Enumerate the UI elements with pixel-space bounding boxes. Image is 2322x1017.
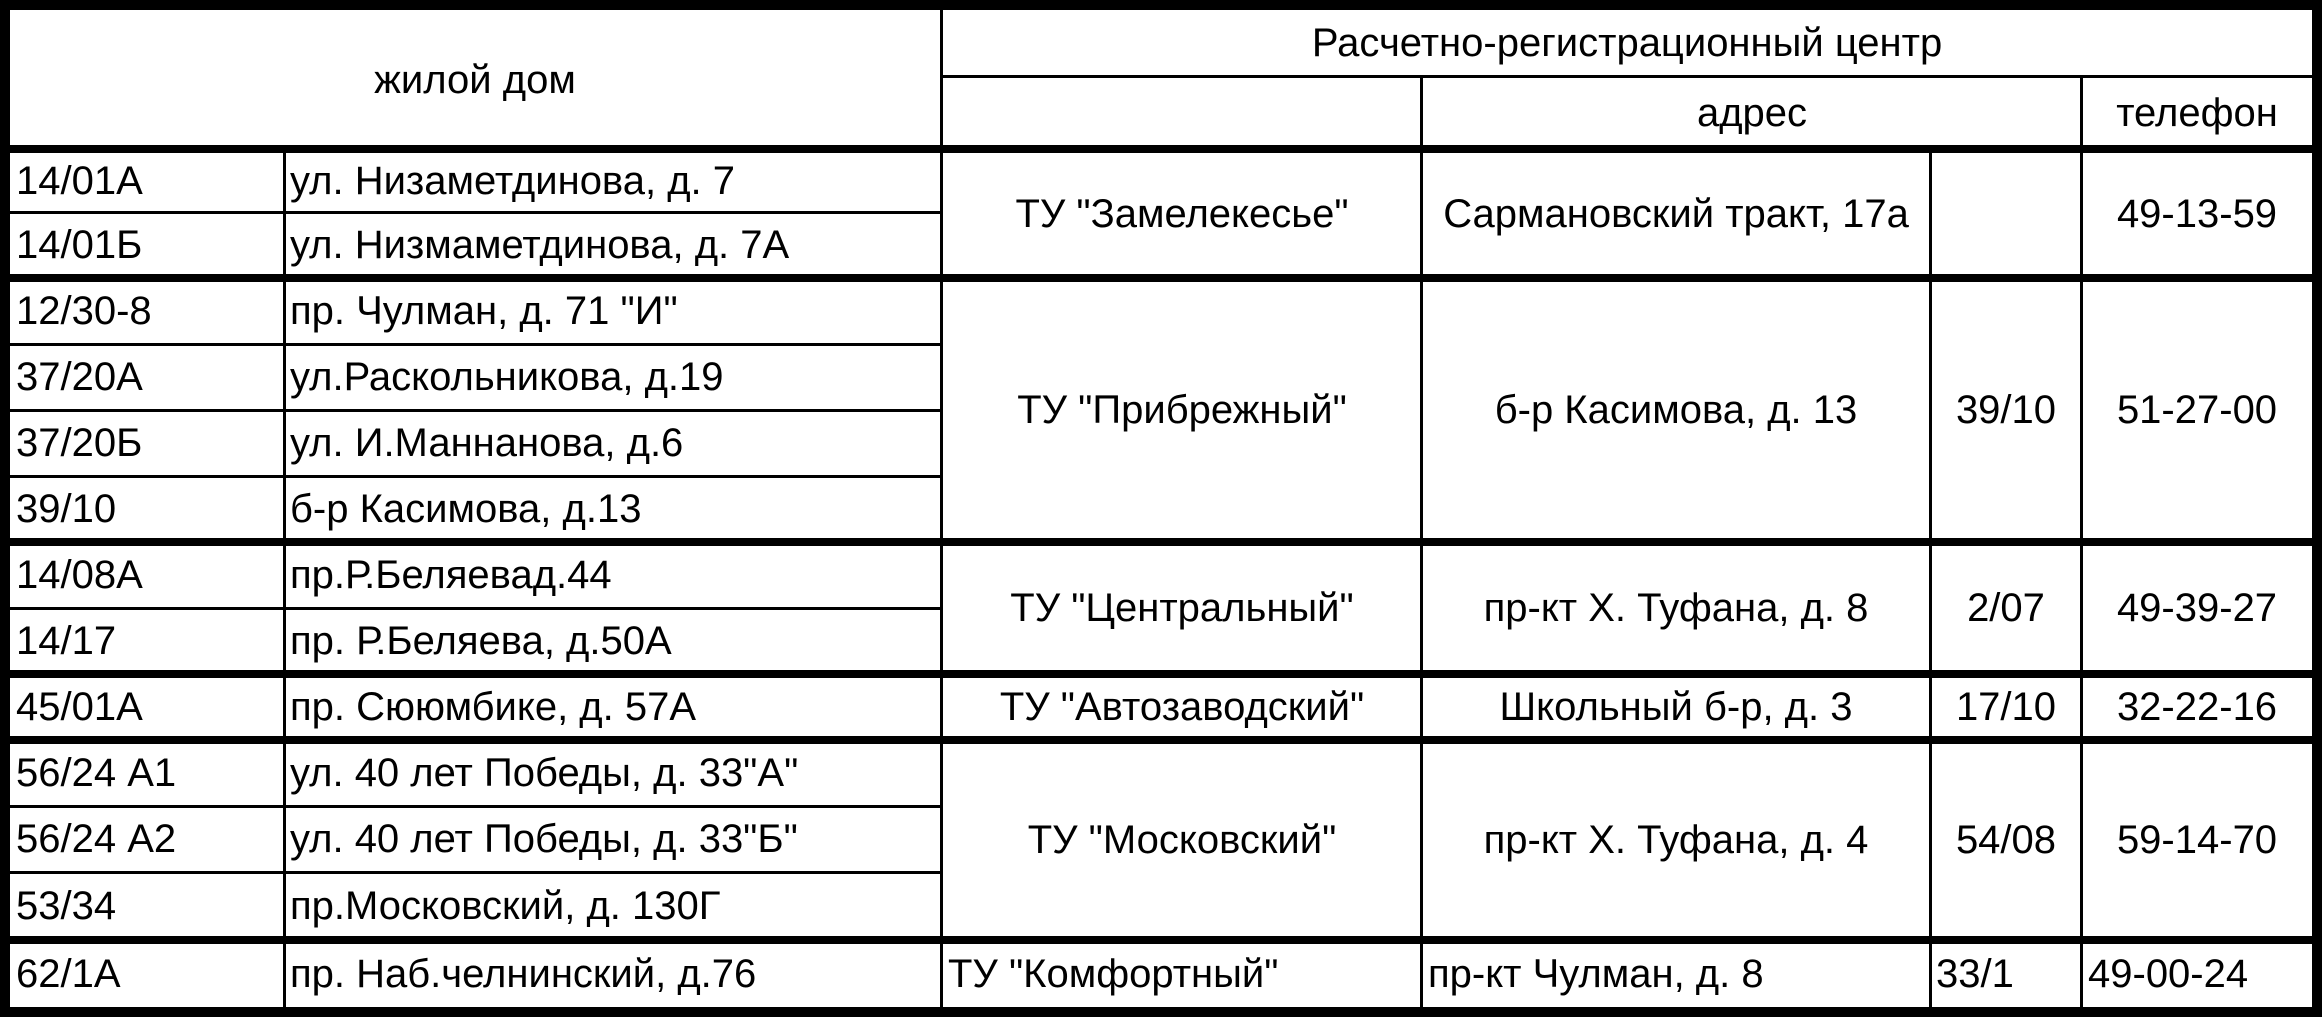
center-address: пр-кт Х. Туфана, д. 4 — [1483, 818, 1869, 862]
center-address: пр-кт Чулман, д. 8 — [1428, 951, 1764, 996]
center-phone: 59-14-70 — [2116, 818, 2278, 862]
center-code: 39/10 — [1955, 388, 2057, 432]
grid-line — [2312, 0, 2322, 1017]
header-house: жилой дом — [374, 58, 576, 102]
center-unit: ТУ "Центральный" — [1010, 586, 1354, 630]
center-unit: ТУ "Московский" — [1027, 818, 1337, 862]
street-address: пр.Р.Беляевад.44 — [290, 553, 612, 597]
center-unit: ТУ "Замелекесье" — [1015, 192, 1349, 236]
center-phone: 51-27-00 — [2116, 388, 2278, 432]
grid-line — [1420, 75, 1423, 150]
house-number: 53/34 — [16, 884, 117, 928]
center-unit: ТУ "Автозаводский" — [999, 685, 1365, 729]
street-address: ул. И.Маннанова, д.6 — [290, 421, 684, 465]
grid-line — [0, 0, 10, 1017]
center-code — [1930, 150, 2082, 278]
house-number: 45/01А — [16, 685, 143, 729]
house-number: 39/10 — [16, 487, 117, 531]
house-number: 62/1А — [16, 951, 121, 996]
center-address: б-р Касимова, д. 13 — [1494, 388, 1858, 432]
center-unit: ТУ "Комфортный" — [948, 951, 1279, 996]
center-address: Школьный б-р, д. 3 — [1499, 685, 1853, 729]
center-phone: 49-39-27 — [2116, 586, 2278, 630]
grid-line — [10, 936, 2312, 944]
grid-line — [940, 75, 2312, 78]
grid-line — [940, 150, 943, 1007]
header-phone: телефон — [2116, 91, 2278, 135]
street-address: пр. Сююмбике, д. 57А — [290, 685, 697, 729]
center-address: пр-кт Х. Туфана, д. 8 — [1483, 586, 1869, 630]
grid-line — [10, 670, 2312, 678]
house-number: 14/01Б — [16, 223, 143, 267]
house-number: 37/20Б — [16, 421, 143, 465]
grid-line — [10, 736, 2312, 744]
grid-line — [0, 1007, 2322, 1017]
house-number: 56/24 А1 — [16, 751, 177, 795]
grid-line — [10, 409, 942, 412]
header-center: Расчетно-регистрационный центр — [1311, 21, 1943, 65]
grid-line — [283, 150, 286, 1007]
street-address: пр. Р.Беляева, д.50А — [290, 619, 672, 663]
house-number: 12/30-8 — [16, 289, 152, 333]
house-number: 14/08А — [16, 553, 143, 597]
center-phone: 49-00-24 — [2088, 951, 2249, 996]
grid-line — [10, 475, 942, 478]
grid-line — [10, 274, 2312, 282]
street-address: ул. 40 лет Победы, д. 33"А" — [290, 751, 799, 795]
grid-line — [10, 805, 942, 808]
house-number: 14/01А — [16, 159, 143, 203]
house-number: 37/20А — [16, 355, 143, 399]
grid-line — [10, 343, 942, 346]
grid-line — [10, 145, 2312, 153]
grid-line — [0, 0, 2322, 10]
grid-line — [10, 538, 2312, 546]
grid-line — [10, 607, 942, 610]
grid-line — [10, 211, 942, 214]
street-address: ул. 40 лет Победы, д. 33"Б" — [290, 817, 798, 861]
center-code: 17/10 — [1955, 685, 2057, 729]
center-code: 33/1 — [1936, 951, 2014, 996]
grid-line — [1929, 150, 1932, 1007]
street-address: ул.Раскольникова, д.19 — [290, 355, 724, 399]
grid-line — [1420, 150, 1423, 1007]
grid-line — [10, 871, 942, 874]
center-phone: 49-13-59 — [2116, 192, 2278, 236]
grid-line — [940, 10, 943, 150]
street-address: б-р Касимова, д.13 — [290, 487, 642, 531]
street-address: пр.Московский, д. 130Г — [290, 884, 721, 928]
street-address: ул. Низаметдинова, д. 7 — [290, 159, 736, 203]
center-code: 2/07 — [1967, 586, 2045, 630]
street-address: ул. Низмаметдинова, д. 7А — [290, 223, 790, 267]
center-phone: 32-22-16 — [2116, 685, 2278, 729]
house-number: 14/17 — [16, 619, 117, 663]
house-number: 56/24 А2 — [16, 817, 177, 861]
center-address: Сармановский тракт, 17а — [1443, 192, 1909, 236]
center-unit: ТУ "Прибрежный" — [1017, 388, 1347, 432]
street-address: пр. Чулман, д. 71 "И" — [290, 289, 678, 333]
center-code: 54/08 — [1955, 818, 2057, 862]
header-address: адрес — [1696, 91, 1808, 135]
street-address: пр. Наб.челнинский, д.76 — [290, 951, 757, 996]
